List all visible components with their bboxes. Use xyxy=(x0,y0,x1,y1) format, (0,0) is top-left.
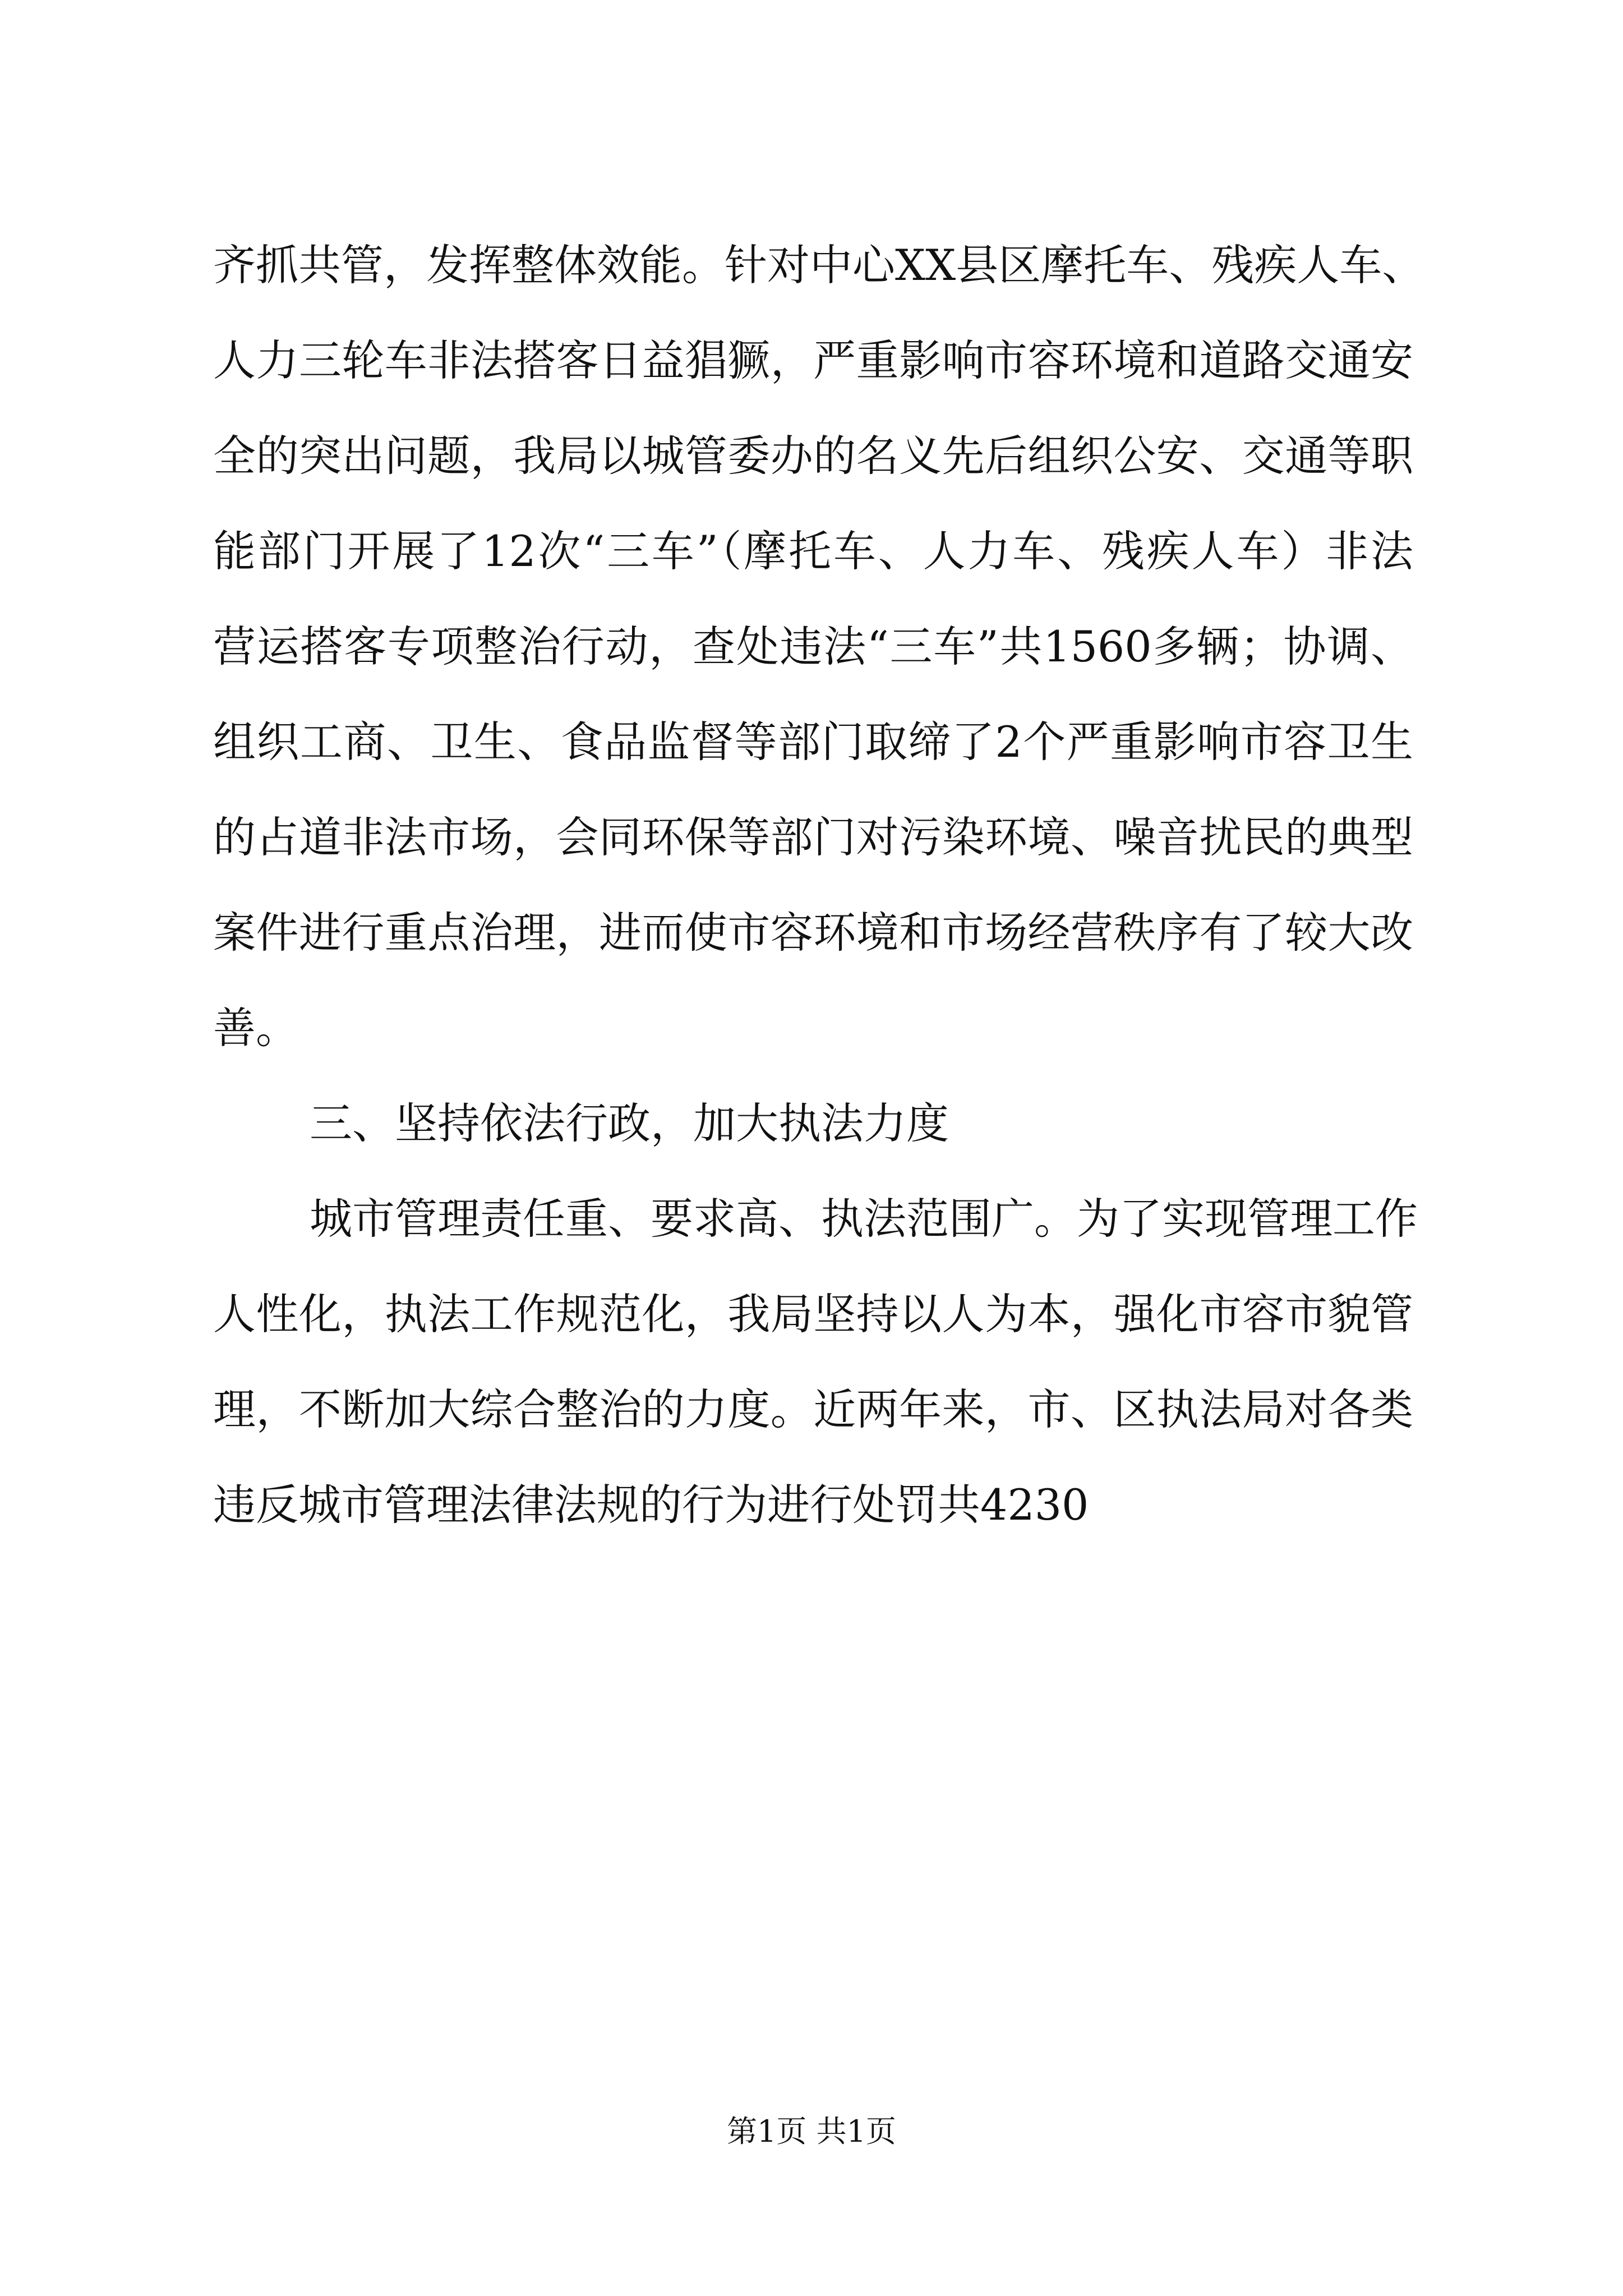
paragraph-1-line: 善。 xyxy=(213,1003,298,1053)
section-heading: 三、坚持依法行政，加大执法力度 xyxy=(310,1098,949,1148)
paragraph-1-line: 齐抓共管，发挥整体效能。针对中心XX县区摩托车、残疾人车、 xyxy=(213,240,1425,290)
page-footer xyxy=(0,2109,1623,2154)
paragraph-2-line: 理，不断加大综合整治的力度。近两年来，市、区执法局对各类 xyxy=(213,1384,1413,1434)
page-number: 第1页 共1页 xyxy=(727,2114,896,2149)
paragraph-1-line: 全的突出问题，我局以城管委办的名义先后组织公安、交通等职 xyxy=(213,431,1413,481)
paragraph-1-line: 组织工商、卫生、食品监督等部门取缔了2个严重影响市容卫生 xyxy=(213,717,1413,767)
paragraph-1-line: 案件进行重点治理，进而使市容环境和市场经营秩序有了较大改 xyxy=(213,908,1413,958)
paragraph-2-line: 城市管理责任重、要求高、执法范围广。为了实现管理工作 xyxy=(310,1194,1418,1244)
paragraph-1-line: 人力三轮车非法搭客日益猖獗，严重影响市容环境和道路交通安 xyxy=(213,335,1413,385)
paragraph-1-line: 营运搭客专项整治行动，查处违法“三车”共1560多辆；协调、 xyxy=(213,622,1413,671)
paragraph-1-line: 的占道非法市场，会同环保等部门对污染环境、噪音扰民的典型 xyxy=(213,812,1413,862)
document-body xyxy=(213,218,1425,1553)
paragraph-2-line: 违反城市管理法律法规的行为进行处罚共4230 xyxy=(213,1480,1089,1530)
paragraph-2-line: 人性化，执法工作规范化，我局坚持以人为本，强化市容市貌管 xyxy=(213,1289,1413,1339)
paragraph-1-line: 能部门开展了12次“三车”（摩托车、人力车、残疾人车）非法 xyxy=(213,526,1413,576)
